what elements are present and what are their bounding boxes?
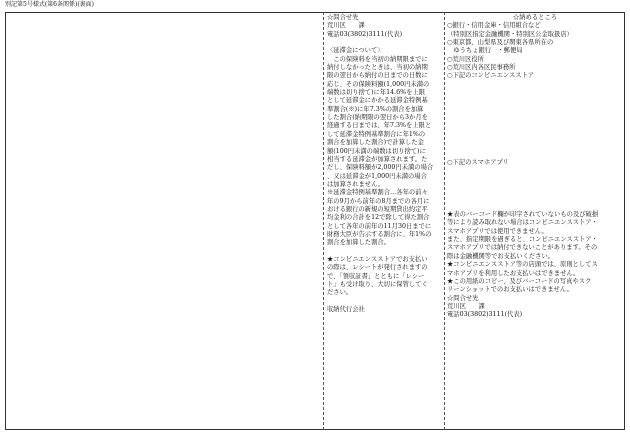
collection-agent: 収納代行会社 — [327, 306, 365, 314]
late-fee-line: 均金利の合計を12で除して得た割合 — [327, 214, 430, 222]
late-fee-line: は加算されません。 — [327, 180, 385, 188]
late-fee-line: 納付しなかったときは、当初の納期 — [327, 64, 428, 72]
late-fee-line: 年の9月から前年の8月までの各月に — [327, 197, 430, 205]
late-fee-line: 準割合(※)に年7.3%の割合を加算 — [327, 105, 424, 113]
barcode-note-line: スマホアプリでは使用できません。 — [447, 227, 548, 235]
contact-heading-right: ☆問合せ先 — [447, 294, 479, 302]
late-fee-line: 割合を加算した割合。 — [327, 239, 390, 247]
form-title: 別記第5号様式(第6条関係)(裏面) — [5, 1, 94, 8]
convenience-store-logo-area — [447, 81, 623, 159]
payment-place-item: （特別区指定金融機関・特別区公金取扱店） — [447, 30, 573, 38]
payment-place-heading: ☆納めるところ — [512, 14, 558, 21]
payment-place-item: ゆうちょ銀行 ・郵便局 — [447, 47, 523, 55]
late-fee-line: 、又は延滞金が1,000円未満の場合 — [327, 172, 427, 180]
store-note-line: ★コンビニエンスストアでお支払い — [327, 255, 428, 263]
late-fee-line: 応じ、その保険料額(1,000円未満の — [327, 80, 430, 88]
barcode-note-line: マホアプリを利用したお支払いはできません。 — [447, 269, 580, 277]
late-fee-line: この保険料を当初の納期限までに — [327, 55, 428, 63]
smartphone-app-logo-area — [447, 167, 623, 211]
store-note-line: ト」も受け取り、大切に保管してく — [327, 281, 428, 288]
payment-place-item: ○荒川区役所 — [447, 55, 484, 63]
late-fee-line: 相当する延滞金が加算されます。た — [327, 155, 428, 163]
barcode-note-line: スマホアプリでは納付できないことがあります。その — [447, 244, 598, 252]
store-note-line: で、「領収証書」とともに「レシー — [327, 272, 425, 280]
contact-and-late-fee-column — [327, 14, 442, 314]
contact-dept-right: 荒川区 課 — [447, 302, 485, 310]
store-note-line: の際は、レシートが発行されますの — [327, 264, 428, 272]
late-fee-line: した割合(納期限の翌日から3か月を — [327, 114, 428, 122]
store-receipt-note — [327, 256, 442, 298]
payment-place-item: ○下記のコンビニエンスストア — [447, 72, 534, 80]
dashed-divider-left — [323, 12, 324, 430]
late-fee-line: だし、保険料額が2,000円未満の場合 — [327, 164, 434, 172]
late-fee-line: として延滞金にかかる延滞金特例基 — [327, 97, 428, 105]
contact-phone-right: 電話03(3802)3111(代表) — [447, 311, 523, 319]
contact-phone: 電話03(3802)3111(代表) — [327, 30, 403, 38]
barcode-note-line: また、指定期限を過ぎると、コンビニエンスストア・ — [447, 236, 598, 244]
barcode-note-line: ★表のバーコード欄が印字されていないもの及び破損 — [447, 211, 599, 219]
barcode-notes — [447, 211, 623, 294]
contact-heading: ☆問合せ先 — [327, 14, 359, 21]
barcode-note-line: ★この用紙のコピー、及びバーコードの写真やスク — [447, 277, 592, 285]
smartphone-app-item: ○下記のスマホアプリ — [447, 158, 509, 166]
payment-place-list — [447, 22, 623, 80]
late-fee-line: として各年の前年の11月30日までに — [327, 222, 432, 230]
late-fee-line: ※延滞金特例基準割合…各年の前々 — [327, 189, 428, 197]
dashed-divider-right — [444, 12, 445, 430]
late-fee-line: 財務大臣が告示する割合に、年1%の — [327, 230, 432, 238]
barcode-note-line: 際は金融機関等でお支払いください。 — [447, 252, 555, 260]
payment-place-column — [447, 14, 623, 320]
payment-place-item: ○東京都、山梨県及び関東各県所在の — [447, 39, 554, 47]
store-note-line: ださい。 — [327, 289, 353, 297]
barcode-note-line: ★コンビニエンスストア等の店頭では、原則としてス — [447, 261, 598, 269]
late-fee-line: おける銀行の新規の短期貸出約定平 — [327, 205, 428, 213]
late-fee-heading: 〈延滞金について〉 — [327, 47, 384, 55]
late-fee-line: して延滞金特例基準割合に年1%の — [327, 130, 426, 138]
barcode-note-line: 等により読み取れない場合はコンビニエンスストア・ — [447, 219, 598, 227]
late-fee-line: 限の翌日から納付の日までの日数に — [327, 72, 428, 80]
late-fee-line: 端数は切り捨て)に年14.6%を上限 — [327, 89, 426, 97]
late-fee-line: 額(100円未満の端数は切り捨て)に — [327, 147, 426, 155]
late-fee-line: 経過する日までは、年7.3%を上限と — [327, 122, 432, 130]
payment-place-item: ○銀行・信用金庫・信用組合など — [447, 22, 541, 30]
late-fee-line: 割合を加算した割合)で計算した金 — [327, 139, 424, 147]
barcode-note-line: リーンショットでのお支払いはできません。 — [447, 286, 573, 294]
contact-dept: 荒川区 課 — [327, 22, 365, 30]
late-fee-text — [327, 56, 442, 248]
payment-place-item: ○荒川区内各区民事務所 — [447, 64, 516, 72]
